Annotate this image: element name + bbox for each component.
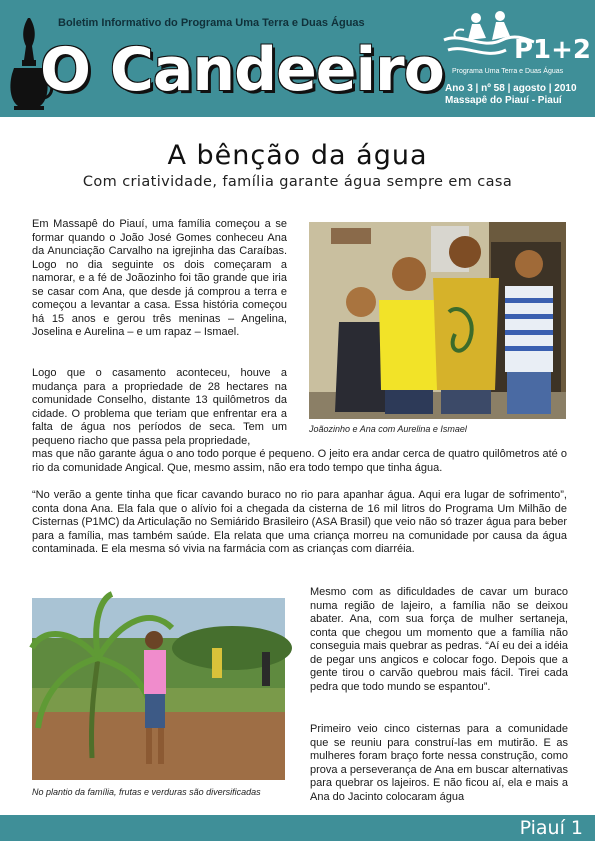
- family-photo-caption: Joãozinho e Ana com Aurelina e Ismael: [309, 424, 467, 434]
- issue-location: Massapê do Piauí - Piauí: [445, 95, 562, 106]
- garden-photo-caption: No plantio da família, frutas e verduras são diversificadas: [32, 787, 261, 797]
- garden-photo: [32, 598, 285, 780]
- footer-bar: [0, 815, 595, 841]
- article-paragraph-1: Em Massapê do Piauí, uma família começou a se formar quando o João José Gomes conheceu Ana da Anunciação Carvalho na igrejinha das Caraíbas. Logo no dia seguinte os dois começaram a namorar, e a fé de Joãozinho foi tão grande que iria se casar com Ana, que desde já comprou a terra e começou a levantar a casa. Essa história começou há 15 anos e gerou três meninas – Angelina, Joselina e Aurelina – e um rapaz – Ismael.: [32, 218, 287, 338]
- bulletin-subtitle: Boletim Informativo do Programa Uma Terra e Duas Águas: [58, 17, 365, 29]
- program-name: Programa Uma Terra e Duas Águas: [452, 68, 564, 75]
- issue-info: [445, 83, 577, 107]
- article-paragraph-2-continued: mas que não garante água o ano todo porque é pequeno. O jeito era andar cerca de quatro quilômetros até o rio da comunidade Angical. Que, mesmo assim, não era todo tempo que tinha água.: [32, 448, 567, 474]
- article-title: A bênção da água: [167, 140, 428, 171]
- article-paragraph-2: Logo que o casamento aconteceu, houve a mudança para a propriedade de 28 hectares na comunidade Conselho, distante 13 quilômetros da cidade. O problema que teriam que enfrentar era a falta de água nos períodos de seca. Tem um pequeno riacho que passa pela propriedade,: [32, 367, 287, 447]
- article-paragraph-3: “No verão a gente tinha que ficar cavando buraco no rio para apanhar água. Aqui era lugar de sofrimento”, conta dona Ana. Ela fala que o alívio foi a chegada da cisterna de 16 mil litros do Programa Um Milhão de Cisternas (P1MC) da Articulação no Semiárido Brasileiro (ASA Brasil) que veio não só trazer água para beber para a família, mas também saúde. Ela relata que uma criança morreu na comunidade por causa da água contaminada. E ela mesma só vivia na farmácia com as crianças com diarréia.: [32, 489, 567, 555]
- article-subtitle: Com criatividade, família garante água sempre em casa: [82, 174, 513, 190]
- family-photo: [309, 222, 566, 419]
- article-paragraph-4: Mesmo com as dificuldades de cavar um buraco numa região de lajeiro, a família não se deixou abater. Ana, com sua força de mulher sertaneja, conta que chegou um momento que a família não conseguia mais quebrar as pedras. “Aí eu dei a idéia de pegar uns angicos e colocar fogo. Depois que a gente tirou o carvão quebrou mais fácil. Tirei cada pedra que todo mundo se espantou”.: [310, 586, 568, 693]
- newsletter-title: O Candeeiro: [40, 35, 444, 105]
- page-label: Piauí 1: [519, 817, 583, 839]
- masthead-banner: [0, 0, 595, 117]
- issue-number: Ano 3 | nº 58 | agosto | 2010: [445, 83, 577, 94]
- p12-program-logo: [442, 10, 592, 68]
- article-paragraph-5: Primeiro veio cinco cisternas para a comunidade que se reuniu para construí-las em mutirão. E as mulheres foram braço forte nessa construção, como prova a perseverança de Ana em buscar alternativas para quebrar os lajeiros. E não ficou aí, ela e mais a Ana do Jacinto colocaram água: [310, 723, 568, 803]
- p12-logo-text: P1+2: [514, 35, 592, 65]
